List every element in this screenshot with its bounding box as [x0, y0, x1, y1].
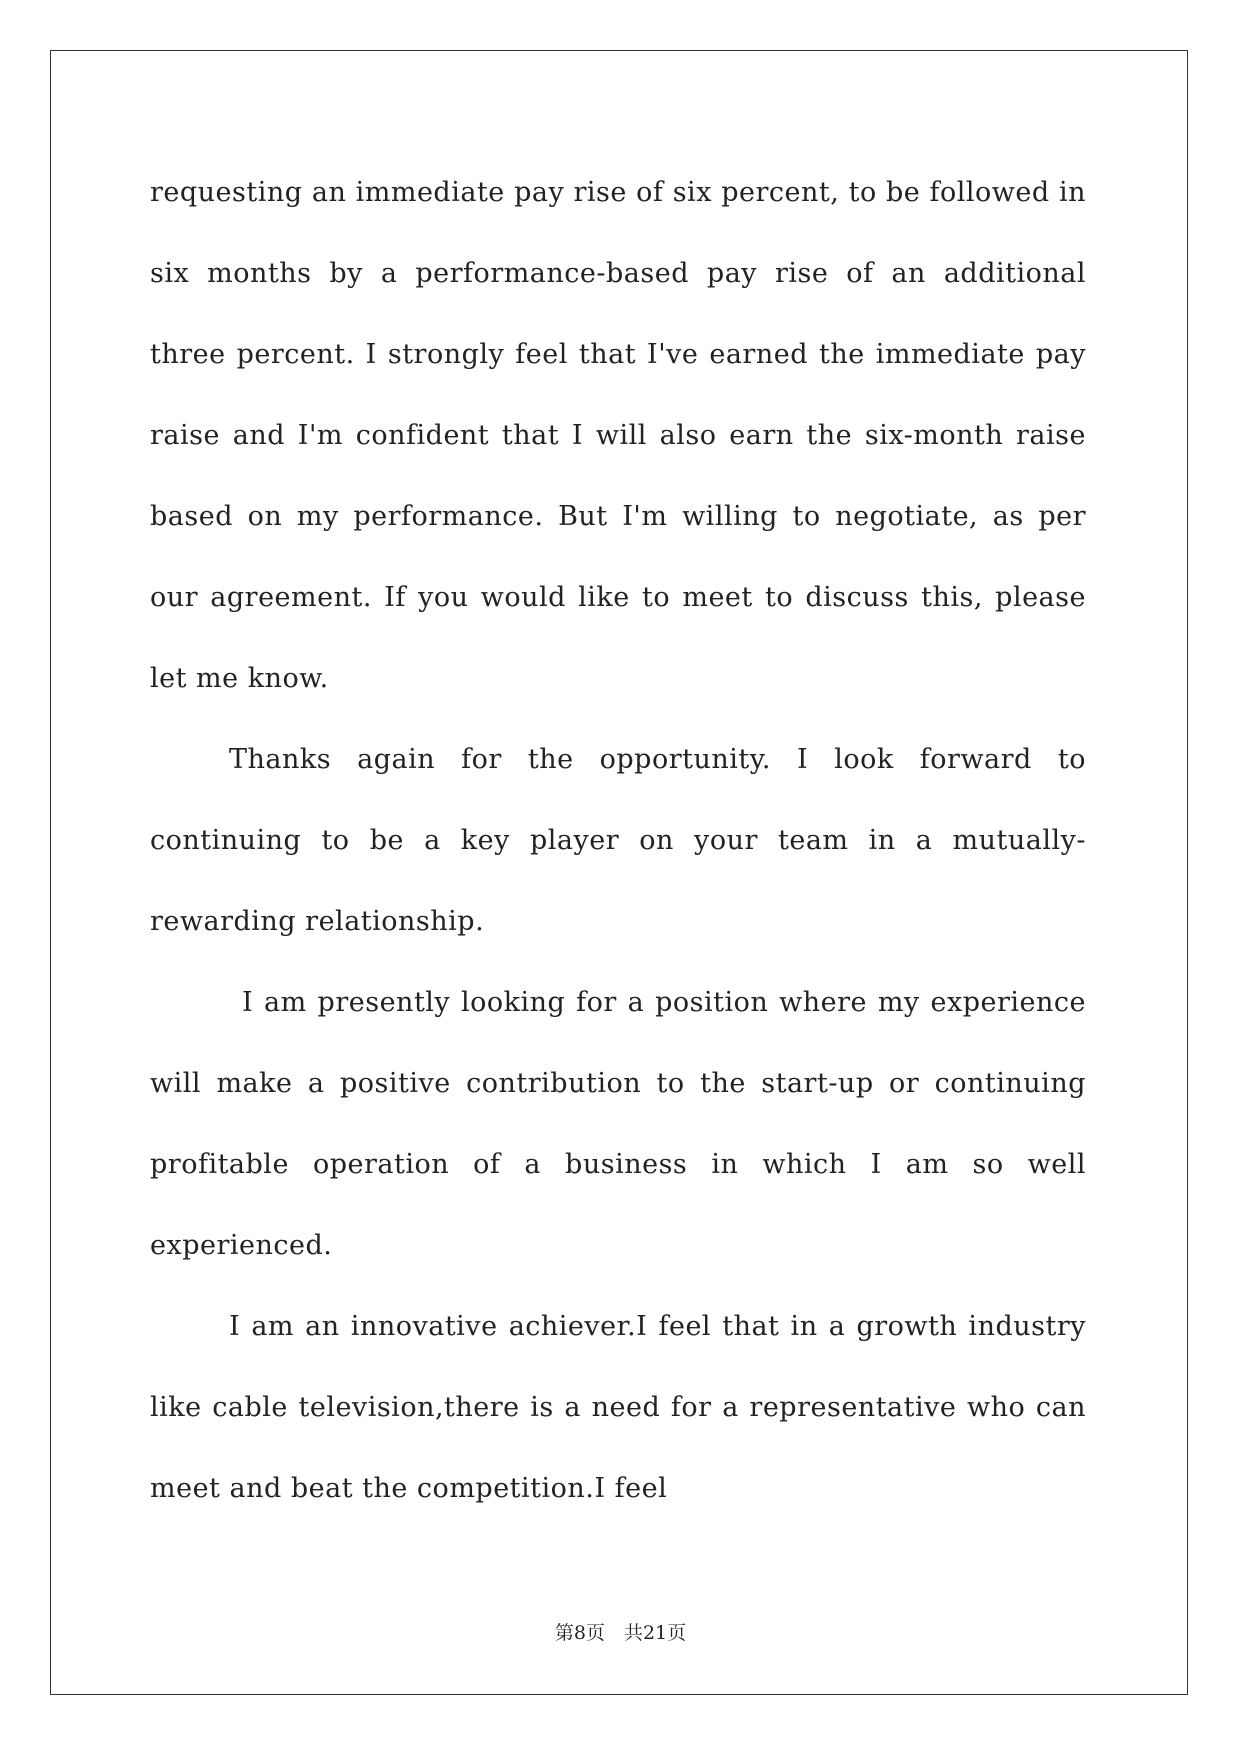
paragraph-thanks: Thanks again for the opportunity. I look forward to continuing to be a key player on your team in a mutually-rewarding relationship.: [150, 744, 1086, 937]
page-number-footer: 第8页 共21页: [554, 1622, 687, 1644]
paragraph-position-search: I am presently looking for a position where my experience will make a positive contribution to the start-up or continuing profitable operation of a business in which I am so well experienced.: [150, 987, 1086, 1261]
paragraph-pay-rise-request: requesting an immediate pay rise of six percent, to be followed in six months by a performance-based pay rise of an additional three percent. I strongly feel that I've earned the immediate pay raise and I'm confident that I will also earn the six-month raise based on my performance. But I'm willing to negotiate, as per our agreement. If you would like to meet to discuss this, please let me know.: [150, 177, 1086, 694]
paragraph-innovative-achiever: I am an innovative achiever.I feel that in a growth industry like cable television,there is a need for a representative who can meet and beat the competition.I feel: [150, 1311, 1086, 1504]
document-body: [150, 152, 1086, 1529]
